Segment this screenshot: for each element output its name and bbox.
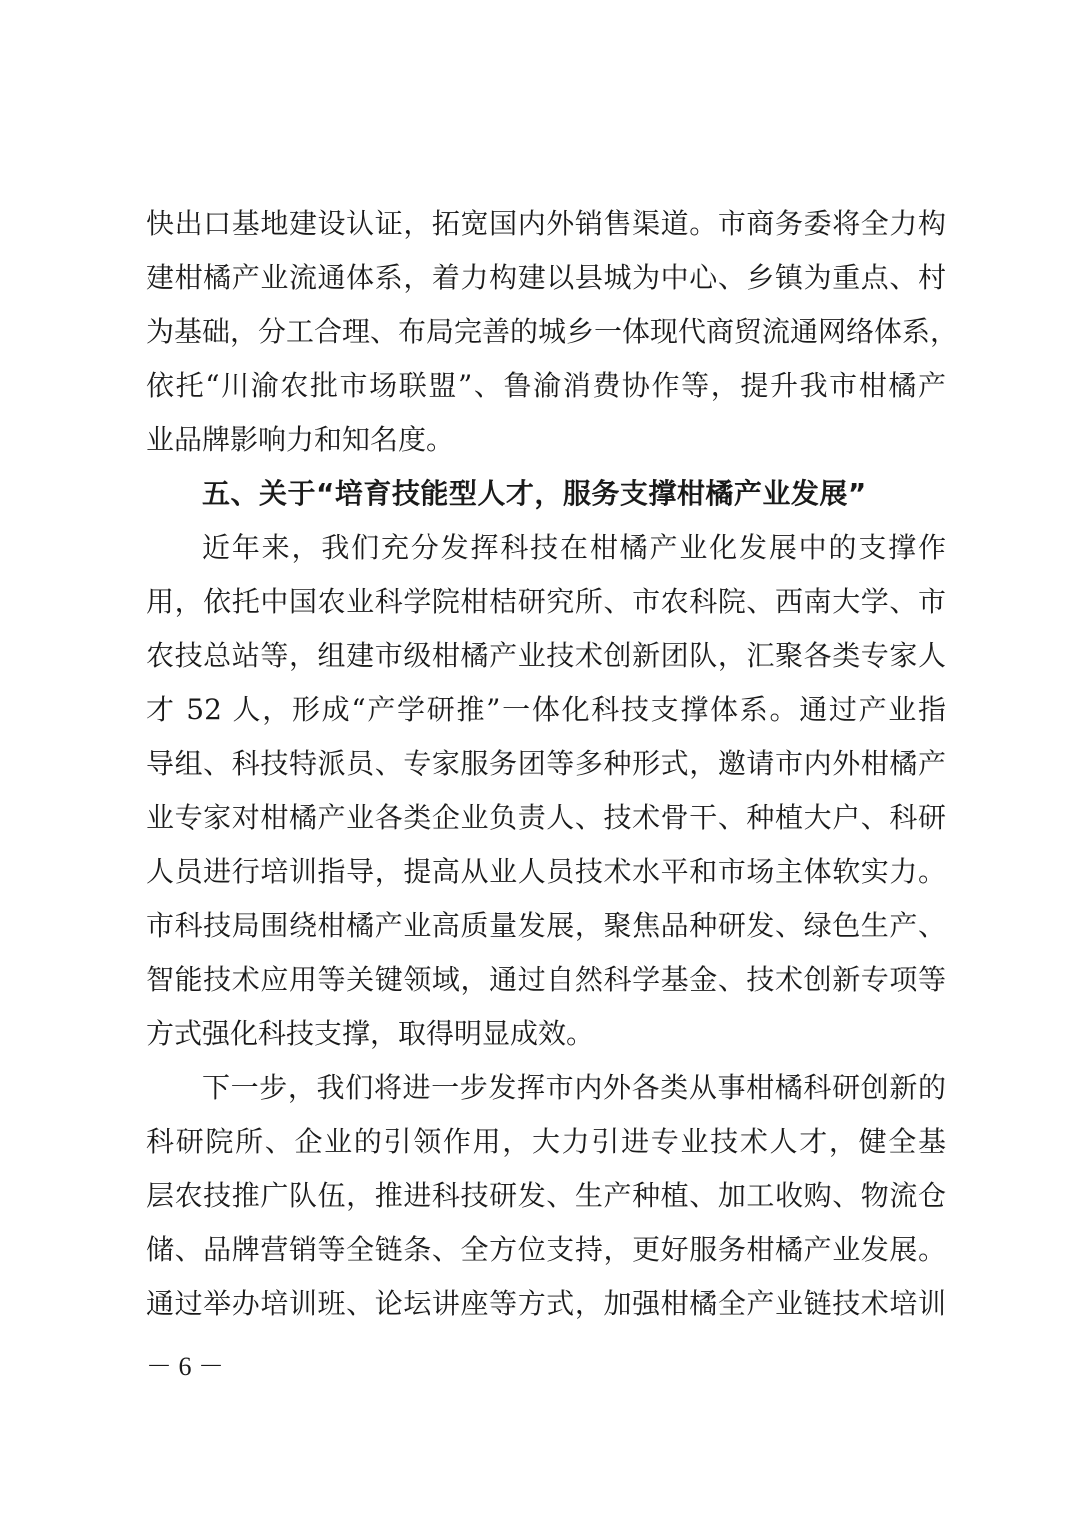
paragraph-line: 智能技术应用等关键领域，通过自然科学基金、技术创新专项等 xyxy=(146,963,946,996)
paragraph-line: 方式强化科技支撑，取得明显成效。 xyxy=(146,1017,595,1050)
paragraph-line: 快出口基地建设认证，拓宽国内外销售渠道。市商务委将全力构 xyxy=(146,207,946,240)
paragraph-line: 近年来，我们充分发挥科技在柑橘产业化发展中的支撑作 xyxy=(202,531,946,564)
paragraph-line: 依托“川渝农批市场联盟”、鲁渝消费协作等，提升我市柑橘产 xyxy=(146,369,946,402)
paragraph-line: 市科技局围绕柑橘产业高质量发展，聚焦品种研发、绿色生产、 xyxy=(146,909,946,942)
paragraph-line: 科研院所、企业的引领作用，大力引进专业技术人才，健全基 xyxy=(146,1125,946,1158)
paragraph-line: 业品牌影响力和知名度。 xyxy=(146,423,455,456)
paragraph-line: 建柑橘产业流通体系，着力构建以县城为中心、乡镇为重点、村 xyxy=(146,261,946,294)
paragraph-line: 储、品牌营销等全链条、全方位支持，更好服务柑橘产业发展。 xyxy=(146,1233,946,1266)
paragraph-line: 才 52 人，形成“产学研推”一体化科技支撑体系。通过产业指 xyxy=(146,693,946,726)
paragraph-line: 层农技推广队伍，推进科技研发、生产种植、加工收购、物流仓 xyxy=(146,1179,946,1212)
paragraph-line: 人员进行培训指导，提高从业人员技术水平和市场主体软实力。 xyxy=(146,855,946,888)
paragraph-line: 农技总站等，组建市级柑橘产业技术创新团队，汇聚各类专家人 xyxy=(146,639,946,672)
section-heading: 五、关于“培育技能型人才，服务支撑柑橘产业发展” xyxy=(202,477,867,510)
paragraph-line: 导组、科技特派员、专家服务团等多种形式，邀请市内外柑橘产 xyxy=(146,747,946,780)
paragraph-line: 业专家对柑橘产业各类企业负责人、技术骨干、种植大户、科研 xyxy=(146,801,946,834)
page-number: － 6 － xyxy=(146,1352,225,1381)
paragraph-line: 下一步，我们将进一步发挥市内外各类从事柑橘科研创新的 xyxy=(202,1071,946,1104)
paragraph-line: 用，依托中国农业科学院柑桔研究所、市农科院、西南大学、市 xyxy=(146,585,946,618)
paragraph-line: 通过举办培训班、论坛讲座等方式，加强柑橘全产业链技术培训 xyxy=(146,1287,946,1320)
paragraph-line: 为基础，分工合理、布局完善的城乡一体现代商贸流通网络体系， xyxy=(146,315,959,348)
